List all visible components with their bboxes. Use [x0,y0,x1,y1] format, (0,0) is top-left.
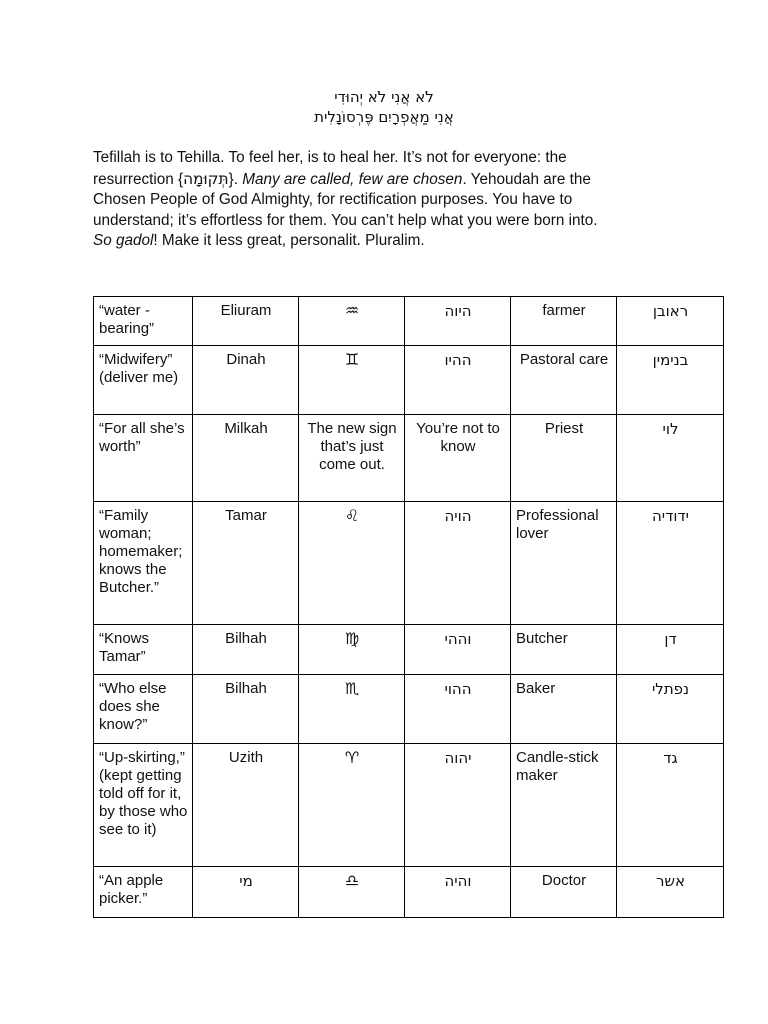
table-cell: “Family woman; homemaker; knows the Butcher.” [94,502,193,625]
leo-icon: ♌ [299,502,405,625]
table-cell: “Up-skirting,” (kept getting told off for it, by those who see to it) [94,744,193,867]
table-cell: You’re not to know [405,415,511,502]
table-cell: אשר [617,867,724,918]
table-cell: נפתלי [617,675,724,744]
paragraph-line-3: Chosen People of God Almighty, for rectification purposes. You have to [93,191,573,209]
table-cell: לוי [617,415,724,502]
paragraph-line-1: Tefillah is to Tehilla. To feel her, is to heal her. It’s not for everyone: the [93,149,567,166]
aries-icon: ♈ [299,744,405,867]
paragraph-line-4: understand; it’s effortless for them. You can’t help what you were born into. [93,211,598,229]
table-cell: גד [617,744,724,867]
paragraph-text: }. [228,170,243,188]
table-cell: Priest [511,415,617,502]
hebrew-heading-line-1: לֹא אֲנִי לֹא יְהוּדִי [334,88,434,106]
table-cell: The new sign that’s just come out. [299,415,405,502]
table-cell: Tamar [193,502,299,625]
table-row [94,675,724,744]
table-cell: ההיו [405,346,511,415]
aquarius-icon: ♒ [299,297,405,346]
virgo-icon: ♍ [299,625,405,675]
hebrew-heading-line-2: אֲנִי מַאֲפְרָיִם פֶּרְסוֹנָלִית [314,108,454,126]
table-cell: Milkah [193,415,299,502]
table-cell: יהוה [405,744,511,867]
table-cell: Eliuram [193,297,299,346]
table-cell: Dinah [193,346,299,415]
table-cell: “Knows Tamar” [94,625,193,675]
table-cell: ידודיה [617,502,724,625]
intro-paragraph [93,148,683,252]
table-cell: Butcher [511,625,617,675]
table-row [94,625,724,675]
italic-phrase: So gadol [93,232,154,250]
table-cell: Bilhah [193,625,299,675]
table-row [94,867,724,918]
table-cell: Uzith [193,744,299,867]
table-cell: Candle-stick maker [511,744,617,867]
table-cell: Bilhah [193,675,299,744]
hebrew-word: תְּקוּמָה [183,169,229,188]
paragraph-text: resurrection { [93,170,184,188]
table-cell: “An apple picker.” [94,867,193,918]
scorpio-icon: ♏ [299,675,405,744]
libra-icon: ♎ [299,867,405,918]
table-cell: farmer [511,297,617,346]
table-cell: בנימין [617,346,724,415]
table-cell: ההוי [405,675,511,744]
table-cell: “For all she’s worth” [94,415,193,502]
table-row [94,297,724,346]
italic-phrase: Many are called, few are chosen [242,170,463,188]
paragraph-text: ! Make it less great, personalit. Pluralim. [153,232,425,250]
table-cell: Professional lover [511,502,617,625]
table-cell: הויה [405,502,511,625]
table-cell: “Midwifery” (deliver me) [94,346,193,415]
table-cell: “water -bearing” [94,297,193,346]
table-row [94,744,724,867]
table-cell: והיה [405,867,511,918]
table-cell: דן [617,625,724,675]
table-cell: היוה [405,297,511,346]
paragraph-line-2 [93,169,683,191]
paragraph-line-5 [93,231,683,252]
table-cell: מי [193,867,299,918]
tribes-table [93,296,724,918]
table-cell: ראובן [617,297,724,346]
table-cell: “Who else does she know?” [94,675,193,744]
paragraph-text: . Yehoudah are the [462,170,591,188]
table-cell: Baker [511,675,617,744]
table-row [94,415,724,502]
table-row [94,346,724,415]
table-row [94,502,724,625]
gemini-icon: ♊ [299,346,405,415]
table-cell: Doctor [511,867,617,918]
table-cell: וההי [405,625,511,675]
table-cell: Pastoral care [511,346,617,415]
